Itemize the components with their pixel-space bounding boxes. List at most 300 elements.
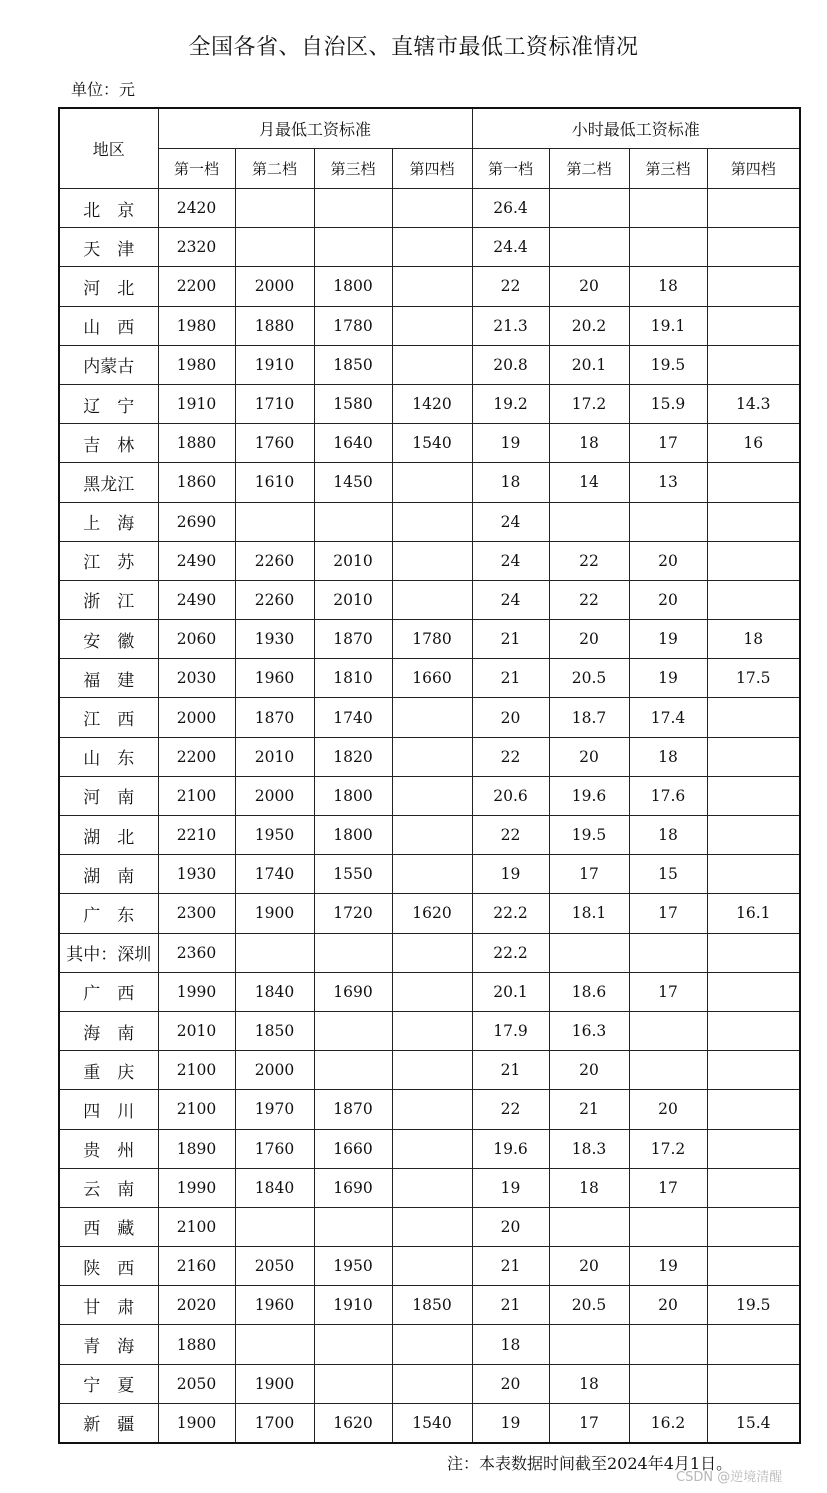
hourly-tier-4-header: 第四档: [707, 149, 800, 189]
region-cell: 陕 西: [59, 1247, 158, 1286]
monthly-tier-1-cell: 1990: [158, 1168, 235, 1207]
hourly-tier-4-cell: [707, 267, 800, 306]
region-cell: 黑龙江: [59, 463, 158, 502]
hourly-tier-3-cell: 20: [629, 580, 707, 619]
monthly-tier-3-cell: 1780: [314, 306, 392, 345]
table-row: [59, 933, 800, 972]
hourly-tier-4-cell: [707, 580, 800, 619]
page-title: 全国各省、自治区、直辖市最低工资标准情况: [188, 35, 639, 60]
hourly-tier-3-cell: [629, 502, 707, 541]
table-row: [59, 267, 800, 306]
hourly-tier-1-cell: 22: [472, 1090, 549, 1129]
hourly-tier-4-cell: [707, 737, 800, 776]
minimum-wage-table: [58, 107, 801, 1444]
hourly-tier-1-cell: 21: [472, 620, 549, 659]
monthly-tier-2-cell: 1970: [235, 1090, 314, 1129]
hourly-tier-3-cell: 20: [629, 1286, 707, 1325]
region-cell: 福 建: [59, 659, 158, 698]
monthly-tier-2-cell: [235, 189, 314, 228]
hourly-tier-2-cell: 17: [549, 855, 629, 894]
hourly-tier-3-cell: [629, 228, 707, 267]
hourly-tier-3-cell: [629, 1325, 707, 1364]
monthly-tier-2-cell: 1710: [235, 384, 314, 423]
monthly-tier-1-cell: 2320: [158, 228, 235, 267]
monthly-group-header: 月最低工资标准: [158, 108, 472, 149]
table-row: [59, 1168, 800, 1207]
hourly-tier-1-cell: 19.2: [472, 384, 549, 423]
hourly-tier-1-cell: 22: [472, 737, 549, 776]
table-row: [59, 659, 800, 698]
monthly-tier-1-cell: 2000: [158, 698, 235, 737]
hourly-tier-1-cell: 20: [472, 1207, 549, 1246]
hourly-tier-1-header: 第一档: [472, 149, 549, 189]
monthly-tier-3-cell: [314, 1051, 392, 1090]
monthly-tier-1-cell: 2690: [158, 502, 235, 541]
table-row: [59, 189, 800, 228]
region-cell: 北 京: [59, 189, 158, 228]
region-cell: 湖 北: [59, 816, 158, 855]
monthly-tier-4-cell: [392, 1207, 472, 1246]
monthly-tier-4-header: 第四档: [392, 149, 472, 189]
hourly-tier-4-cell: 19.5: [707, 1286, 800, 1325]
hourly-tier-2-cell: 22: [549, 541, 629, 580]
monthly-tier-3-cell: 1550: [314, 855, 392, 894]
table-row: [59, 816, 800, 855]
monthly-tier-2-cell: [235, 933, 314, 972]
hourly-tier-3-cell: 17: [629, 894, 707, 933]
monthly-tier-4-cell: [392, 972, 472, 1011]
region-cell: 新 疆: [59, 1403, 158, 1443]
hourly-tier-4-cell: [707, 1051, 800, 1090]
monthly-tier-2-cell: 1960: [235, 1286, 314, 1325]
hourly-tier-1-cell: 20.1: [472, 972, 549, 1011]
monthly-tier-2-cell: 1930: [235, 620, 314, 659]
monthly-tier-3-cell: 1910: [314, 1286, 392, 1325]
monthly-tier-2-cell: 2000: [235, 1051, 314, 1090]
monthly-tier-4-cell: [392, 345, 472, 384]
monthly-tier-2-cell: 1870: [235, 698, 314, 737]
monthly-tier-3-cell: 1740: [314, 698, 392, 737]
monthly-tier-3-cell: [314, 1325, 392, 1364]
hourly-tier-4-cell: [707, 1168, 800, 1207]
hourly-tier-3-cell: 19: [629, 659, 707, 698]
hourly-tier-3-cell: 17.6: [629, 776, 707, 815]
table-row: [59, 424, 800, 463]
region-cell: 河 南: [59, 776, 158, 815]
monthly-tier-3-cell: 1850: [314, 345, 392, 384]
region-cell: 河 北: [59, 267, 158, 306]
monthly-tier-2-cell: 1950: [235, 816, 314, 855]
footnote: 注：本表数据时间截至2024年4月1日。: [447, 1454, 733, 1473]
monthly-tier-2-cell: [235, 1207, 314, 1246]
monthly-tier-3-cell: 1870: [314, 620, 392, 659]
hourly-tier-4-cell: [707, 502, 800, 541]
hourly-tier-3-cell: [629, 933, 707, 972]
hourly-tier-4-cell: [707, 1011, 800, 1050]
hourly-tier-1-cell: 21: [472, 659, 549, 698]
hourly-tier-4-cell: [707, 1325, 800, 1364]
hourly-tier-4-cell: 16.1: [707, 894, 800, 933]
hourly-tier-1-cell: 19: [472, 424, 549, 463]
monthly-tier-2-cell: [235, 502, 314, 541]
monthly-tier-3-cell: 1820: [314, 737, 392, 776]
monthly-tier-1-cell: 2050: [158, 1364, 235, 1403]
table-row: [59, 972, 800, 1011]
monthly-tier-1-cell: 2200: [158, 267, 235, 306]
hourly-tier-4-cell: 18: [707, 620, 800, 659]
table-row: [59, 228, 800, 267]
hourly-tier-1-cell: 24: [472, 541, 549, 580]
hourly-group-header: 小时最低工资标准: [472, 108, 800, 149]
monthly-tier-3-cell: 1800: [314, 816, 392, 855]
region-cell: 山 西: [59, 306, 158, 345]
hourly-tier-3-cell: 19: [629, 620, 707, 659]
hourly-tier-1-cell: 22: [472, 267, 549, 306]
monthly-tier-1-cell: 2360: [158, 933, 235, 972]
hourly-tier-3-cell: 13: [629, 463, 707, 502]
monthly-tier-2-cell: [235, 228, 314, 267]
monthly-tier-2-cell: 1760: [235, 1129, 314, 1168]
hourly-tier-2-cell: 17: [549, 1403, 629, 1443]
monthly-tier-1-cell: 1990: [158, 972, 235, 1011]
table-row: [59, 541, 800, 580]
region-cell: 湖 南: [59, 855, 158, 894]
monthly-tier-2-cell: 1610: [235, 463, 314, 502]
hourly-tier-2-cell: 18.7: [549, 698, 629, 737]
monthly-tier-2-cell: 2260: [235, 541, 314, 580]
table-body: [59, 189, 800, 1444]
hourly-tier-2-cell: [549, 1207, 629, 1246]
hourly-tier-2-header: 第二档: [549, 149, 629, 189]
monthly-tier-1-cell: 2100: [158, 1051, 235, 1090]
monthly-tier-3-cell: 2010: [314, 541, 392, 580]
monthly-tier-2-cell: 1850: [235, 1011, 314, 1050]
hourly-tier-2-cell: 20: [549, 267, 629, 306]
hourly-tier-4-cell: [707, 1129, 800, 1168]
table-row: [59, 463, 800, 502]
hourly-tier-1-cell: 18: [472, 463, 549, 502]
monthly-tier-4-cell: [392, 502, 472, 541]
hourly-tier-4-cell: [707, 306, 800, 345]
hourly-tier-2-cell: 18: [549, 1364, 629, 1403]
hourly-tier-1-cell: 22: [472, 816, 549, 855]
monthly-tier-1-cell: 1930: [158, 855, 235, 894]
monthly-tier-4-cell: [392, 580, 472, 619]
table-row: [59, 855, 800, 894]
table-row: [59, 1051, 800, 1090]
hourly-tier-3-cell: 19: [629, 1247, 707, 1286]
hourly-tier-1-cell: 20: [472, 1364, 549, 1403]
monthly-tier-3-cell: 1690: [314, 972, 392, 1011]
monthly-tier-1-cell: 2490: [158, 541, 235, 580]
monthly-tier-2-cell: 2000: [235, 776, 314, 815]
monthly-tier-3-cell: 2010: [314, 580, 392, 619]
hourly-tier-2-cell: 18.3: [549, 1129, 629, 1168]
hourly-tier-3-cell: [629, 1207, 707, 1246]
monthly-tier-4-cell: [392, 189, 472, 228]
monthly-tier-3-cell: [314, 189, 392, 228]
hourly-tier-2-cell: 20: [549, 737, 629, 776]
hourly-tier-1-cell: 19: [472, 1168, 549, 1207]
monthly-tier-1-cell: 2100: [158, 776, 235, 815]
monthly-tier-3-cell: 1810: [314, 659, 392, 698]
hourly-tier-1-cell: 22.2: [472, 933, 549, 972]
monthly-tier-3-cell: 1950: [314, 1247, 392, 1286]
region-cell: 江 西: [59, 698, 158, 737]
region-cell: 四 川: [59, 1090, 158, 1129]
monthly-tier-4-cell: [392, 541, 472, 580]
monthly-tier-2-cell: [235, 1325, 314, 1364]
monthly-tier-1-cell: 2300: [158, 894, 235, 933]
monthly-tier-2-cell: 1880: [235, 306, 314, 345]
hourly-tier-2-cell: 20.2: [549, 306, 629, 345]
monthly-tier-2-cell: 2000: [235, 267, 314, 306]
region-cell: 辽 宁: [59, 384, 158, 423]
hourly-tier-2-cell: [549, 1325, 629, 1364]
region-cell: 重 庆: [59, 1051, 158, 1090]
hourly-tier-1-cell: 19: [472, 1403, 549, 1443]
region-header: 地区: [59, 108, 158, 189]
region-cell: 广 西: [59, 972, 158, 1011]
table-row: [59, 502, 800, 541]
hourly-tier-4-cell: [707, 345, 800, 384]
monthly-tier-3-cell: [314, 1011, 392, 1050]
monthly-tier-1-cell: 1980: [158, 306, 235, 345]
table-row: [59, 1286, 800, 1325]
hourly-tier-4-cell: [707, 1364, 800, 1403]
monthly-tier-4-cell: [392, 737, 472, 776]
hourly-tier-3-cell: 20: [629, 541, 707, 580]
monthly-tier-3-cell: [314, 1207, 392, 1246]
monthly-tier-2-cell: 2050: [235, 1247, 314, 1286]
hourly-tier-3-cell: 18: [629, 737, 707, 776]
hourly-tier-3-cell: 18: [629, 816, 707, 855]
hourly-tier-2-cell: 18: [549, 424, 629, 463]
hourly-tier-3-cell: 15: [629, 855, 707, 894]
monthly-tier-4-cell: [392, 776, 472, 815]
hourly-tier-4-cell: [707, 855, 800, 894]
monthly-tier-4-cell: 1850: [392, 1286, 472, 1325]
table-row: [59, 620, 800, 659]
monthly-tier-4-cell: [392, 855, 472, 894]
monthly-tier-1-cell: 2200: [158, 737, 235, 776]
monthly-tier-3-cell: 1450: [314, 463, 392, 502]
hourly-tier-1-cell: 20: [472, 698, 549, 737]
hourly-tier-2-cell: 20: [549, 620, 629, 659]
table-row: [59, 737, 800, 776]
hourly-tier-3-cell: [629, 189, 707, 228]
monthly-tier-3-cell: 1660: [314, 1129, 392, 1168]
monthly-tier-1-cell: 2100: [158, 1207, 235, 1246]
monthly-tier-1-cell: 2490: [158, 580, 235, 619]
monthly-tier-4-cell: 1540: [392, 424, 472, 463]
hourly-tier-3-cell: 17: [629, 1168, 707, 1207]
hourly-tier-3-cell: 20: [629, 1090, 707, 1129]
hourly-tier-1-cell: 19: [472, 855, 549, 894]
table-row: [59, 1090, 800, 1129]
monthly-tier-4-cell: 1620: [392, 894, 472, 933]
monthly-tier-2-cell: 1700: [235, 1403, 314, 1443]
unit-label: 单位：元: [71, 80, 136, 99]
hourly-tier-3-header: 第三档: [629, 149, 707, 189]
hourly-tier-1-cell: 21: [472, 1051, 549, 1090]
monthly-tier-4-cell: [392, 1325, 472, 1364]
monthly-tier-4-cell: [392, 1364, 472, 1403]
hourly-tier-4-cell: [707, 1247, 800, 1286]
monthly-tier-2-cell: 1740: [235, 855, 314, 894]
monthly-tier-1-cell: 2160: [158, 1247, 235, 1286]
hourly-tier-4-cell: [707, 698, 800, 737]
hourly-tier-2-cell: 16.3: [549, 1011, 629, 1050]
monthly-tier-3-cell: 1640: [314, 424, 392, 463]
monthly-tier-1-cell: 2100: [158, 1090, 235, 1129]
monthly-tier-1-cell: 1860: [158, 463, 235, 502]
monthly-tier-3-header: 第三档: [314, 149, 392, 189]
monthly-tier-3-cell: 1870: [314, 1090, 392, 1129]
region-cell: 宁 夏: [59, 1364, 158, 1403]
monthly-tier-1-cell: 1880: [158, 1325, 235, 1364]
monthly-tier-1-cell: 1910: [158, 384, 235, 423]
region-cell: 西 藏: [59, 1207, 158, 1246]
region-cell: 其中：深圳: [59, 933, 158, 972]
table-row: [59, 580, 800, 619]
hourly-tier-2-cell: [549, 502, 629, 541]
monthly-tier-4-cell: [392, 816, 472, 855]
hourly-tier-2-cell: 20.5: [549, 1286, 629, 1325]
hourly-tier-4-cell: [707, 816, 800, 855]
hourly-tier-2-cell: 18: [549, 1168, 629, 1207]
table-row: [59, 1011, 800, 1050]
hourly-tier-1-cell: 24.4: [472, 228, 549, 267]
hourly-tier-2-cell: 20: [549, 1051, 629, 1090]
table-row: [59, 1207, 800, 1246]
region-cell: 吉 林: [59, 424, 158, 463]
region-cell: 内蒙古: [59, 345, 158, 384]
hourly-tier-3-cell: 16.2: [629, 1403, 707, 1443]
hourly-tier-4-cell: [707, 933, 800, 972]
monthly-tier-1-cell: 1890: [158, 1129, 235, 1168]
monthly-tier-1-cell: 1880: [158, 424, 235, 463]
hourly-tier-2-cell: 21: [549, 1090, 629, 1129]
region-cell: 甘 肃: [59, 1286, 158, 1325]
monthly-tier-4-cell: 1540: [392, 1403, 472, 1443]
hourly-tier-4-cell: 14.3: [707, 384, 800, 423]
monthly-tier-3-cell: [314, 1364, 392, 1403]
monthly-tier-4-cell: [392, 1168, 472, 1207]
hourly-tier-1-cell: 20.6: [472, 776, 549, 815]
hourly-tier-4-cell: [707, 541, 800, 580]
hourly-tier-4-cell: 17.5: [707, 659, 800, 698]
table-row: [59, 1364, 800, 1403]
monthly-tier-3-cell: 1800: [314, 776, 392, 815]
hourly-tier-2-cell: [549, 228, 629, 267]
monthly-tier-3-cell: 1800: [314, 267, 392, 306]
hourly-tier-1-cell: 19.6: [472, 1129, 549, 1168]
hourly-tier-3-cell: 15.9: [629, 384, 707, 423]
hourly-tier-2-cell: 18.1: [549, 894, 629, 933]
monthly-tier-4-cell: [392, 228, 472, 267]
region-cell: 贵 州: [59, 1129, 158, 1168]
monthly-tier-1-cell: 2010: [158, 1011, 235, 1050]
hourly-tier-3-cell: 19.5: [629, 345, 707, 384]
region-cell: 海 南: [59, 1011, 158, 1050]
region-cell: 广 东: [59, 894, 158, 933]
hourly-tier-1-cell: 22.2: [472, 894, 549, 933]
hourly-tier-3-cell: 18: [629, 267, 707, 306]
monthly-tier-4-cell: [392, 267, 472, 306]
monthly-tier-3-cell: 1620: [314, 1403, 392, 1443]
monthly-tier-2-cell: 2260: [235, 580, 314, 619]
monthly-tier-2-cell: 1910: [235, 345, 314, 384]
hourly-tier-4-cell: [707, 776, 800, 815]
region-cell: 上 海: [59, 502, 158, 541]
region-cell: 山 东: [59, 737, 158, 776]
region-cell: 云 南: [59, 1168, 158, 1207]
hourly-tier-3-cell: [629, 1051, 707, 1090]
monthly-tier-1-cell: 2030: [158, 659, 235, 698]
monthly-tier-3-cell: [314, 228, 392, 267]
region-cell: 安 徽: [59, 620, 158, 659]
hourly-tier-3-cell: 17: [629, 972, 707, 1011]
hourly-tier-1-cell: 24: [472, 502, 549, 541]
region-cell: 天 津: [59, 228, 158, 267]
hourly-tier-3-cell: [629, 1011, 707, 1050]
monthly-tier-4-cell: [392, 1129, 472, 1168]
monthly-tier-4-cell: 1780: [392, 620, 472, 659]
monthly-tier-3-cell: 1690: [314, 1168, 392, 1207]
hourly-tier-2-cell: 20: [549, 1247, 629, 1286]
hourly-tier-2-cell: [549, 189, 629, 228]
watermark: CSDN @逆境清醒: [676, 1470, 783, 1485]
hourly-tier-3-cell: 17.4: [629, 698, 707, 737]
monthly-tier-2-header: 第二档: [235, 149, 314, 189]
monthly-tier-2-cell: 1900: [235, 1364, 314, 1403]
monthly-tier-4-cell: [392, 306, 472, 345]
hourly-tier-4-cell: [707, 972, 800, 1011]
monthly-tier-1-cell: 1900: [158, 1403, 235, 1443]
hourly-tier-2-cell: 18.6: [549, 972, 629, 1011]
monthly-tier-2-cell: 1840: [235, 972, 314, 1011]
monthly-tier-3-cell: [314, 933, 392, 972]
hourly-tier-1-cell: 18: [472, 1325, 549, 1364]
hourly-tier-2-cell: 22: [549, 580, 629, 619]
monthly-tier-4-cell: 1420: [392, 384, 472, 423]
monthly-tier-2-cell: 2010: [235, 737, 314, 776]
table-row: [59, 698, 800, 737]
table-row: [59, 776, 800, 815]
table-row: [59, 1247, 800, 1286]
monthly-tier-4-cell: [392, 698, 472, 737]
monthly-tier-4-cell: [392, 463, 472, 502]
hourly-tier-3-cell: 17.2: [629, 1129, 707, 1168]
hourly-tier-2-cell: 20.5: [549, 659, 629, 698]
hourly-tier-4-cell: [707, 463, 800, 502]
monthly-tier-1-header: 第一档: [158, 149, 235, 189]
region-cell: 浙 江: [59, 580, 158, 619]
hourly-tier-2-cell: [549, 933, 629, 972]
table-row: [59, 345, 800, 384]
header-row-groups: [59, 108, 800, 149]
region-cell: 江 苏: [59, 541, 158, 580]
monthly-tier-3-cell: [314, 502, 392, 541]
hourly-tier-1-cell: 21: [472, 1247, 549, 1286]
monthly-tier-3-cell: 1720: [314, 894, 392, 933]
hourly-tier-4-cell: 15.4: [707, 1403, 800, 1443]
hourly-tier-3-cell: 19.1: [629, 306, 707, 345]
hourly-tier-4-cell: [707, 189, 800, 228]
hourly-tier-1-cell: 24: [472, 580, 549, 619]
monthly-tier-3-cell: 1580: [314, 384, 392, 423]
